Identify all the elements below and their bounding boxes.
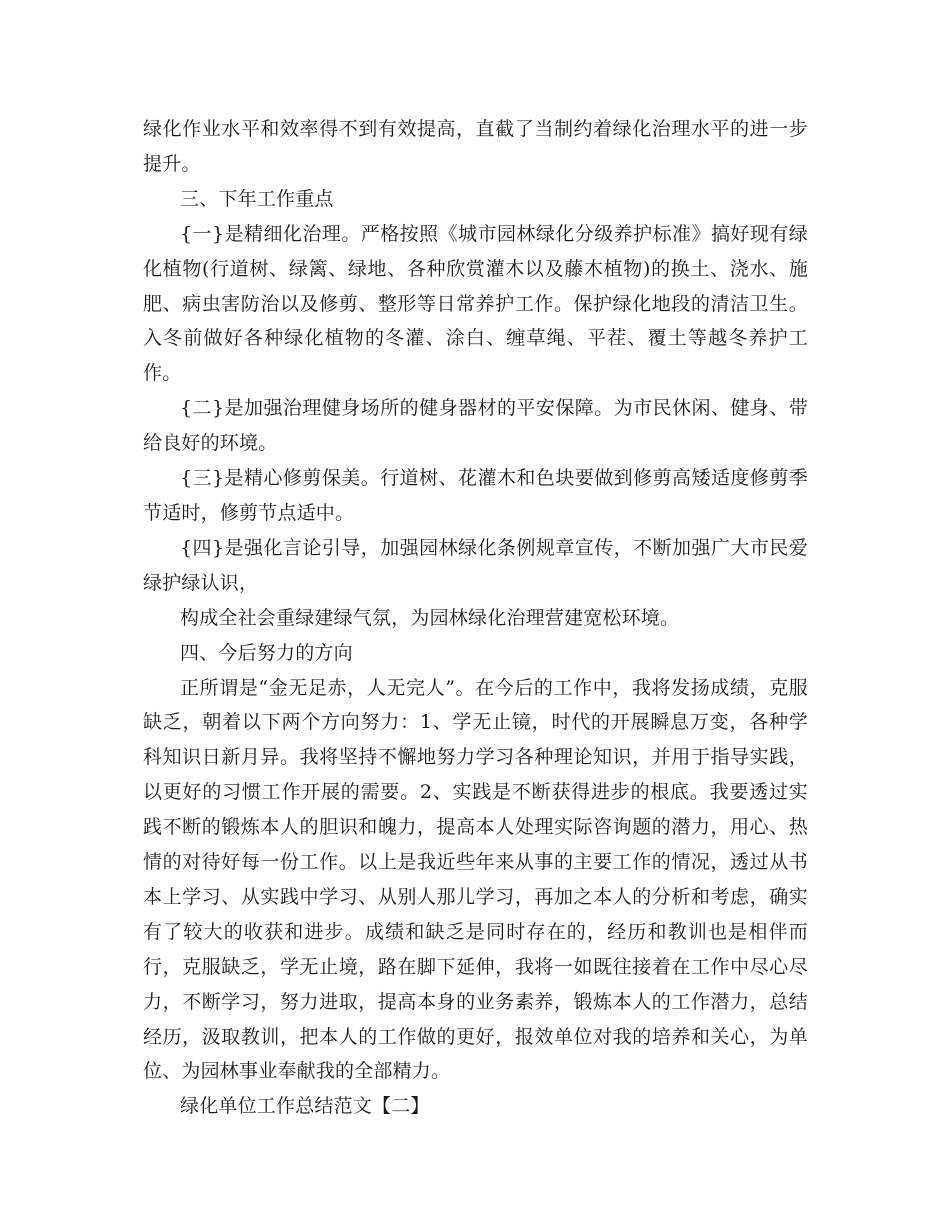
paragraph-future-direction: 正所谓是“金无足赤，人无完人”。在今后的工作中，我将发扬成绩，克服缺乏，朝着以下两个方向努力：1、学无止镜，时代的开展瞬息万变，各种学科知识日新月异。我将坚持不懈地努力学习各种理论知识，并用于指导实践，以更好的习惯工作开展的需要。2、实践是不断获得进步的根底。我要透过实践不断的锻炼本人的胆识和魄力，提高本人处理实际咨询题的潜力，用心、热情的对待好每一份工作。以上是我近些年来从事的主要工作的情况，透过从书本上学习、从实践中学习、从别人那儿学习，再加之本人的分析和考虑，确实有了较大的收获和进步。成绩和缺乏是同时存在的，经历和教训也是相伴而行，克服缺乏，学无止境，路在脚下延伸，我将一如既往接着在工作中尽心尽力，不断学习，努力进取，提高本身的业务素养，锻炼本人的工作潜力，总结经历，汲取教训，把本人的工作做的更好，报效单位对我的培养和关心，为单位、为园林事业奉献我的全部精力。 [143,676,808,1083]
paragraph-item-one: {一}是精细化治理。严格按照《城市园林绿化分级养护标准》搞好现有绿化植物(行道树、绿篱、绿地、各种欣赏灌木以及藤木植物)的换土、浇水、施肥、病虫害防治以及修剪、整形等日常养护工作。保护绿化地段的清洁卫生。入冬前做好各种绿化植物的冬灌、涂白、缠草绳、平茬、覆土等越冬养护工作。 [143,222,808,385]
paragraph-item-two: {二}是加强治理健身场所的健身器材的平安保障。为市民休闲、健身、带给良好的环境。 [143,397,808,455]
paragraph-item-four: {四}是强化言论引导，加强园林绿化条例规章宣传，不断加强广大市民爱绿护绿认识， [143,536,808,594]
document-subtitle: 绿化单位工作总结范文【二】 [180,1095,430,1118]
paragraph-item-four-continued: 构成全社会重绿建绿气氛，为园林绿化治理营建宽松环境。 [180,606,680,629]
document-body [143,112,808,1124]
paragraph-continuation: 绿化作业水平和效率得不到有效提高，直截了当制约着绿化治理水平的进一步提升。 [143,118,808,175]
section-heading-future-direction: 四、今后努力的方向 [180,641,353,664]
paragraph-item-three: {三}是精心修剪保美。行道树、花灌木和色块要做到修剪高矮适度修剪季节适时，修剪节点适中。 [143,467,808,524]
section-heading-next-year-focus: 三、下年工作重点 [180,187,334,210]
